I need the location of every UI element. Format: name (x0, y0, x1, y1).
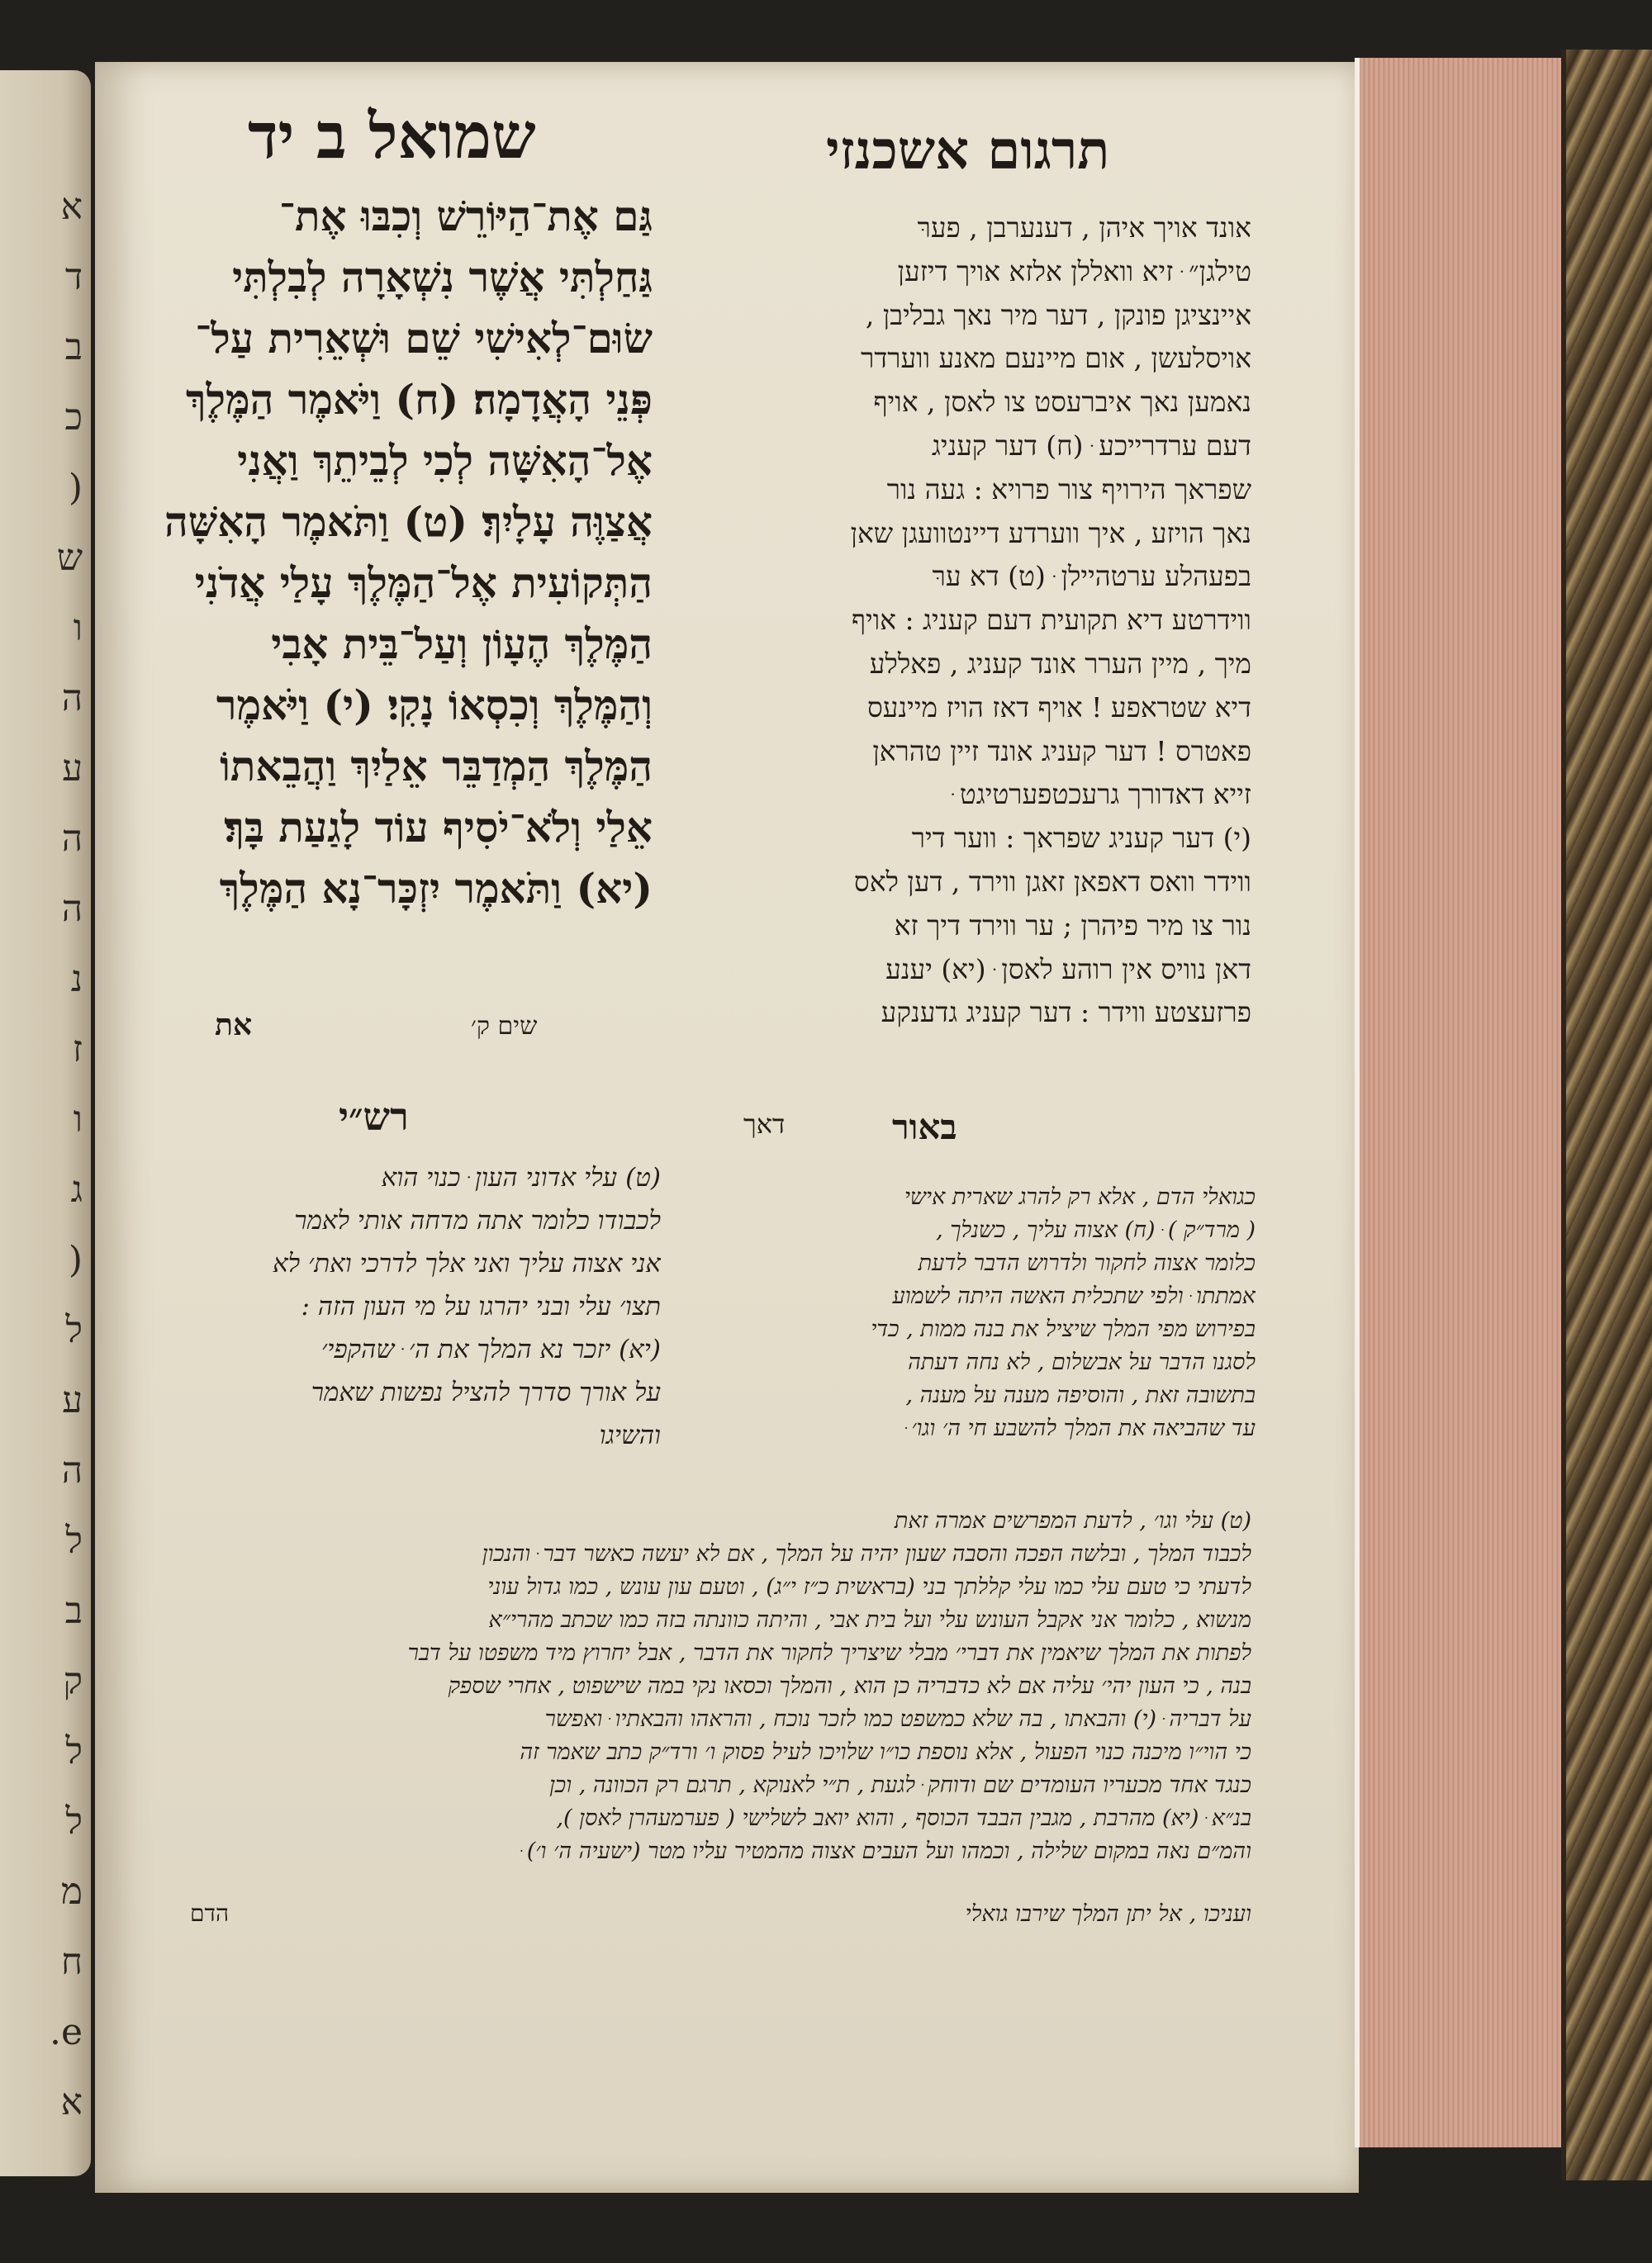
text-line: והמ״ם נאה במקום שלילה , וכמהו ועל העבים אצוה מהמטיר עליו מטר (ישעיה ה׳ ו׳) ּ (521, 1838, 1251, 1864)
facing-page-letter: ח (60, 1941, 83, 1983)
text-line: כי הוי״ו מיכנה כנוי הפעול , אלא נוספת כו״ו שלויכו לעיל פסוק ו׳ ורד״ק כתב שאמר זה (520, 1739, 1251, 1765)
facing-page-letter: ( (68, 1239, 83, 1281)
text-line: שׂוּם־לְאִישִׁי שֵׁם וּשְׁאֵרִית עַל־ (195, 314, 653, 363)
text-line: וְהַמֶּלֶךְ וְכִסְאוֹ נָקִי׃ (י) וַיֹּאמֶר (216, 681, 653, 729)
text-line: כגואלי הדם , אלא רק להרג שארית אישי (904, 1184, 1256, 1210)
bible-text-column (116, 186, 653, 919)
facing-page-edge (0, 70, 91, 2176)
bible-catchword: את (215, 1008, 253, 1042)
text-line: בנה , כי העון יהי׳ עליה אם לא כדבריה כן הוא , והמלך וכסאו נקי במה שישפוט , אחרי שספק (448, 1673, 1251, 1699)
rashi-title: רש״י (339, 1094, 409, 1139)
facing-page-letter: ל (65, 1730, 83, 1772)
text-line: נור צו מיר פיהרן ; ער ווירד דיך זא (894, 909, 1251, 942)
text-line: על אורך סדרך להציל נפשות שאמר (311, 1378, 661, 1407)
facing-page-letter: א (60, 186, 83, 228)
text-line: לפתות את המלך שיאמין את דברי׳ מבלי שיצריך לחקור את הדבר , אבל יחרוץ מיד משפטו על דבר (407, 1640, 1251, 1666)
facing-page-letter: ל (65, 1520, 83, 1562)
text-line: פרזעצטע ווידר : דער קעניג גדענקע (881, 996, 1251, 1029)
text-line: אונד אויך איהן , דענערבן , פערּ (917, 211, 1251, 244)
text-line: פאטרס ! דער קעניג אונד זיין טהראן (872, 734, 1251, 767)
text-line: הַמֶּלֶךְ הַמְדַבֵּר אֵלַיִךְ וַהֲבֵאתוֹ (220, 742, 653, 790)
facing-page-letter: מ (60, 1871, 83, 1913)
text-line: זייא דאדורך גרעכטפערטיגט ּ (952, 778, 1251, 811)
text-line: תצו׳ עלי ובני יהרגו על מי העון הזה : (301, 1292, 661, 1321)
text-line: לכבודו כלומר אתה מדחה אותי לאמר (294, 1206, 661, 1236)
page-edges (1355, 58, 1566, 2147)
facing-page-letter: ז (72, 1028, 83, 1070)
text-line: כנגד אחד מכעריו העומדים שם ודוחק ּ לגעת , ת״י לאנוקא , תרגם רק הכוונה , וכן (549, 1772, 1251, 1798)
text-line: הַמֶּלֶךְ הֶעָוֹן וְעַל־בֵּית אָבִי (271, 619, 653, 668)
text-line: דאן נוויס אין רוהע לאסן ּ (יא) יענע (885, 952, 1251, 985)
text-line: עד שהביאה את המלך להשבע חי ה׳ וגו׳ ּ (905, 1416, 1256, 1441)
text-line: לסגנו הדבר על אבשלום , לא נחה דעתה (908, 1350, 1256, 1375)
facing-page-letter: א (60, 2081, 83, 2123)
facing-page-letter: ה (61, 888, 83, 930)
biur-commentary-column (665, 1181, 1256, 1445)
text-line: (יא) וַתֹּאמֶר יִזְכָּר־נָא הַמֶּלֶךְ (219, 864, 653, 913)
text-line: אני אצוה עליך ואני אלך לדרכי ואת׳ לא (273, 1249, 661, 1279)
marbled-cover (1561, 50, 1652, 2180)
text-line: גַּחַלְתִּי אֲשֶׁר נִשְׁאָרָה לְבִלְתִּי (232, 253, 653, 301)
text-line: מנשוא , כלומר אני אקבל העונש עלי ועל בית אבי , והיתה כוונתה בזה כמו שכתב מהרי״א (488, 1607, 1251, 1633)
facing-page-letter: ה (61, 1449, 83, 1492)
text-line: (ט) עלי וגו׳ , לדעת המפרשים אמרה זאת (894, 1508, 1251, 1534)
text-line: על דבריה ּ (י) והבאתו , בה שלא כמשפט כמו לזכר נוכח , והראהו והבאתיו ּ ואפשר (544, 1706, 1251, 1732)
rashi-commentary (116, 1156, 661, 1457)
text-line: והשיגו (599, 1421, 661, 1450)
text-line: (יא) יזכר נא המלך את ה׳ ּ שהקפי׳ (321, 1335, 661, 1364)
bible-footnote-note: שים ק׳ (471, 1012, 538, 1041)
text-line: דעם ערדרייכע ּ (ח) דער קעניג (931, 429, 1251, 462)
facing-page-letter: ( (68, 467, 83, 509)
text-line: ( מרד״ק ) ּ (ח) אצוה עליך , כשנלך , (936, 1217, 1256, 1243)
text-line: ווידר וואס דאפאן זאגן ווירד , דען לאס (853, 865, 1251, 898)
text-line: הַתְּקוֹעִית אֶל־הַמֶּלֶךְ עָלַי אֲדֹנִי (194, 558, 653, 607)
text-line: מיך , מיין הערר אונד קעניג , פאללע (869, 647, 1251, 680)
translation-catchword: דאך (743, 1108, 786, 1140)
text-line: בנ״א ּ (יא) מהרבת , מגבין הבבד הכוסף , והוא יואב לשלישי ( פערמעהרן לאסן ), (556, 1805, 1251, 1831)
facing-page-letter: כ (64, 396, 83, 439)
running-head-book: שמואל ב יד (248, 99, 536, 173)
text-line: טילגן״ ּ זיא וואללן אלזא אויך דיזען (897, 254, 1251, 287)
facing-page-letter: נ (70, 958, 83, 1000)
text-line: ווידרטע דיא תקועית דעם קעניג : אויף (851, 604, 1251, 637)
text-line: בפירוש מפי המלך שיציל את בנה ממות , כדי (871, 1317, 1256, 1342)
facing-page-letter: ו (73, 607, 83, 649)
facing-page-letter: ב (64, 1590, 83, 1632)
text-line: בתשובה זאת , והוסיפה מענה על מענה , (905, 1383, 1256, 1408)
text-line: אֲצַוֶּה עָלָיִךְ׃ (ט) וַתֹּאמֶר הָאִשָּׁה (164, 497, 653, 546)
biur-commentary-full-width (99, 1505, 1251, 1868)
biur-last-line: ועניכו , אל יתן המלך שירבו גואלי (965, 1901, 1251, 1927)
facing-page-letter: ע (62, 1379, 83, 1421)
text-line: בפעהלע ערטהיילן ּ (ט) דא ערּ (932, 560, 1251, 593)
facing-page-letter: ה (61, 818, 83, 860)
facing-page-letter: ל (65, 1800, 83, 1843)
facing-page-letter: e. (49, 2011, 83, 2053)
text-line: אויסלעשן , אום מיינעם מאנע ווערדר (861, 342, 1251, 375)
text-line: (י) דער קעניג שפראך : ווער דיר (911, 822, 1251, 855)
facing-page-letter: ש (56, 537, 83, 579)
facing-page-letter: ו (73, 1098, 83, 1141)
facing-page-letter: ב (64, 326, 83, 368)
text-line: איינציגן פונקן , דער מיר נאך גבליבן , (865, 298, 1251, 331)
facing-page-letter: ה (61, 677, 83, 719)
text-line: שפראך הירויף צור פרויא : געה נור (886, 472, 1251, 505)
facing-page-letter: ע (62, 747, 83, 790)
facing-page-letter: ק (63, 1660, 83, 1702)
text-line: נאך הויזע , איך ווערדע דיינטוועגן שאן (850, 516, 1251, 549)
biur-page-catchword: הדם (190, 1900, 230, 1927)
text-line: (ט) עלי אדוני העון ּ כנוי הוא (381, 1163, 661, 1193)
facing-page-letter: ד (64, 256, 83, 298)
running-head-translation: תרגום אשכנזי (826, 120, 1110, 182)
facing-page-letter: ג (70, 1169, 83, 1211)
text-line: פְּנֵי הָאֲדָמָה׃ (ח) וַיֹּאמֶר הַמֶּלֶךְ (186, 375, 653, 424)
text-line: אֵלַי וְלֹא־יֹסִיף עוֹד לָגַעַת בָּךְ׃ (224, 803, 653, 852)
text-line: כלומר אצוה לחקור ולדרוש הדבר לדעת (918, 1250, 1256, 1276)
text-line: לכבוד המלך , ובלשה הפכה והסבה שעון יהיה על המלך , אם לא יעשה כאשר דבר ּ והנכון (482, 1541, 1251, 1567)
text-line: נאמען נאך איברעסט צו לאסן , אויף (873, 386, 1251, 419)
text-line: אמתתו ּ ולפי שתכלית האשה היתה לשמוע (892, 1283, 1256, 1309)
facing-page-letter: ל (65, 1309, 83, 1351)
text-line: דיא שטראפע ! אויף דאז הויז מיינעס (867, 690, 1251, 723)
text-line: גַּם אֶת־הַיּוֹרֵשׁ וְכִבּוּ אֶת־ (278, 192, 653, 240)
biur-title: באור (892, 1107, 957, 1147)
text-line: לדעתי כי טעם עלי כמו עלי קללתך בני (בראשית כ״ז י״ג) , וטעם עון עונש , כמו גדול עוני (487, 1574, 1251, 1600)
text-line: אֶל־הָאִשָּׁה לְכִי לְבֵיתֵךְ וַאֲנִי (237, 436, 653, 485)
translation-column (673, 206, 1251, 1035)
